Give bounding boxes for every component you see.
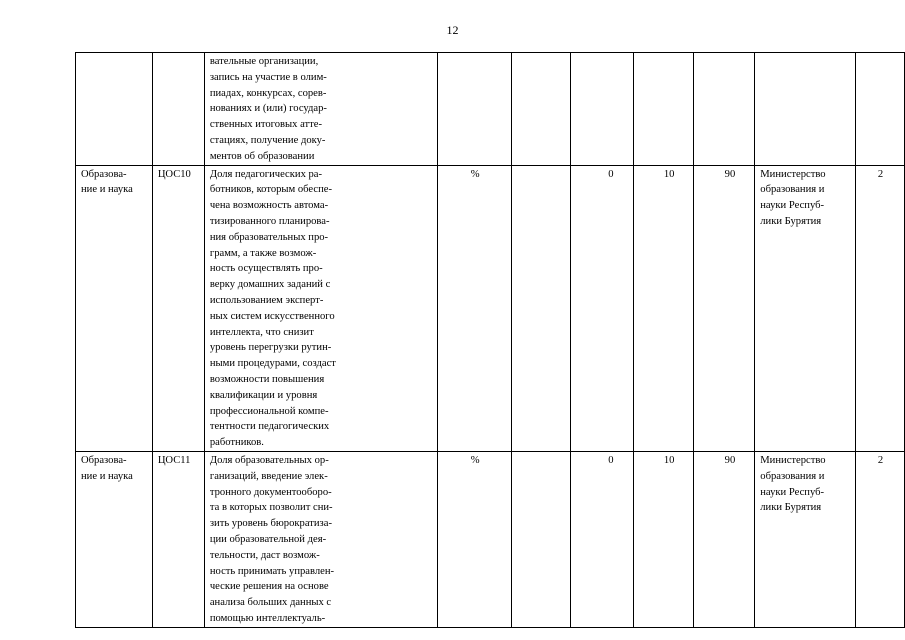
indicator-cell-line: квалификации и уровня	[209, 389, 318, 401]
extra-cell	[856, 53, 905, 166]
responsible-cell-line: образования и	[760, 184, 825, 196]
base-value-cell	[512, 165, 571, 451]
indicator-cell-line: помощью интеллектуаль-	[209, 612, 326, 624]
indicator-cell-line: работников.	[209, 437, 264, 449]
indicator-cell-line: запись на участие в олим-	[209, 71, 327, 83]
indicator-cell-line: возможности повышения	[209, 373, 325, 385]
indicator-cell-line: ния образовательных про-	[209, 231, 329, 243]
indicators-table	[75, 52, 905, 628]
value-2-cell: 10	[633, 451, 694, 627]
indicator-cell-line: тронного документооборо-	[209, 486, 332, 498]
indicator-cell-line: ных систем искусственного	[209, 310, 335, 322]
unit-cell: %	[438, 165, 512, 451]
responsible-cell	[755, 451, 856, 627]
value-2-cell	[633, 53, 694, 166]
code-cell: ЦОС10	[152, 165, 204, 451]
indicator-cell	[204, 451, 437, 627]
responsible-cell-line: лики Бурятия	[760, 215, 822, 227]
indicator-cell-line: ботников, которым обеспе-	[209, 184, 332, 196]
indicator-cell-line: грамм, а также возмож-	[209, 247, 317, 259]
responsible-cell	[755, 53, 856, 166]
indicator-cell-line: нованиях и (или) государ-	[209, 103, 327, 115]
indicator-cell	[204, 165, 437, 451]
indicator-cell-line: ментов об образовании	[209, 150, 315, 162]
indicator-cell-line: ственных итоговых атте-	[209, 119, 323, 131]
responsible-cell-line: науки Респуб-	[760, 486, 825, 498]
responsible-cell-line: Министерство	[760, 454, 826, 466]
indicator-cell-line: ческие решения на основе	[209, 581, 329, 593]
page-number: 12	[446, 23, 459, 37]
value-3-cell: 90	[694, 451, 755, 627]
indicator-cell-line: верку домашних заданий с	[209, 279, 331, 291]
indicator-cell-line: тельности, даст возмож-	[209, 549, 320, 561]
table-body	[76, 53, 905, 628]
indicator-cell-line: ность осуществлять про-	[209, 263, 323, 275]
base-value-cell	[512, 451, 571, 627]
indicator-cell-line: вательные организации,	[209, 56, 319, 67]
sector-cell	[76, 165, 153, 451]
indicator-cell-line: тентности педагогических	[209, 421, 330, 433]
sector-cell-line: ние и наука	[81, 184, 133, 196]
unit-cell: %	[438, 451, 512, 627]
table-row	[76, 451, 905, 627]
value-3-cell: 90	[694, 165, 755, 451]
responsible-cell-line: науки Респуб-	[760, 200, 825, 212]
indicator-cell-line: профессиональной компе-	[209, 405, 329, 417]
responsible-cell-line: Министерство	[760, 168, 826, 180]
indicator-cell-line: использованием эксперт-	[209, 294, 324, 306]
value-1-cell: 0	[570, 451, 633, 627]
indicator-cell-line: ции образовательной дея-	[209, 533, 327, 545]
indicator-cell-line: Доля образовательных ор-	[209, 454, 329, 466]
indicator-cell-line: ганизаций, введение элек-	[209, 470, 328, 482]
sector-cell-line: ние и наука	[81, 470, 133, 482]
indicator-cell-line: та в которых позволит сни-	[209, 502, 333, 514]
indicator-cell-line: пиадах, конкурсах, сорев-	[209, 87, 327, 99]
indicator-cell-line: зить уровень бюрократиза-	[209, 518, 332, 530]
value-2-cell: 10	[633, 165, 694, 451]
indicator-cell	[204, 53, 437, 166]
table-row	[76, 53, 905, 166]
code-cell: ЦОС11	[152, 451, 204, 627]
sector-cell	[76, 451, 153, 627]
indicator-cell-line: Доля педагогических ра-	[209, 168, 323, 180]
value-3-cell	[694, 53, 755, 166]
sector-cell-line: Образова-	[81, 454, 127, 466]
indicator-cell-line: стациях, получение доку-	[209, 134, 326, 146]
extra-cell: 2	[856, 451, 905, 627]
base-value-cell	[512, 53, 571, 166]
indicator-cell-line: чена возможность автома-	[209, 200, 329, 212]
indicator-cell-line: уровень перегрузки рутин-	[209, 342, 332, 354]
unit-cell	[438, 53, 512, 166]
indicator-cell-line: анализа больших данных с	[209, 597, 332, 609]
responsible-cell-line: лики Бурятия	[760, 502, 822, 514]
indicator-cell-line: ность принимать управлен-	[209, 565, 335, 577]
sector-cell	[76, 53, 153, 166]
value-1-cell	[570, 53, 633, 166]
code-cell	[152, 53, 204, 166]
value-1-cell: 0	[570, 165, 633, 451]
indicator-cell-line: ными процедурами, создаст	[209, 358, 336, 370]
indicator-cell-line: интеллекта, что снизит	[209, 326, 314, 338]
table-row	[76, 165, 905, 451]
indicator-cell-line: тизированного планирова-	[209, 215, 330, 227]
responsible-cell	[755, 165, 856, 451]
responsible-cell-line: образования и	[760, 470, 825, 482]
extra-cell: 2	[856, 165, 905, 451]
sector-cell-line: Образова-	[81, 168, 127, 180]
